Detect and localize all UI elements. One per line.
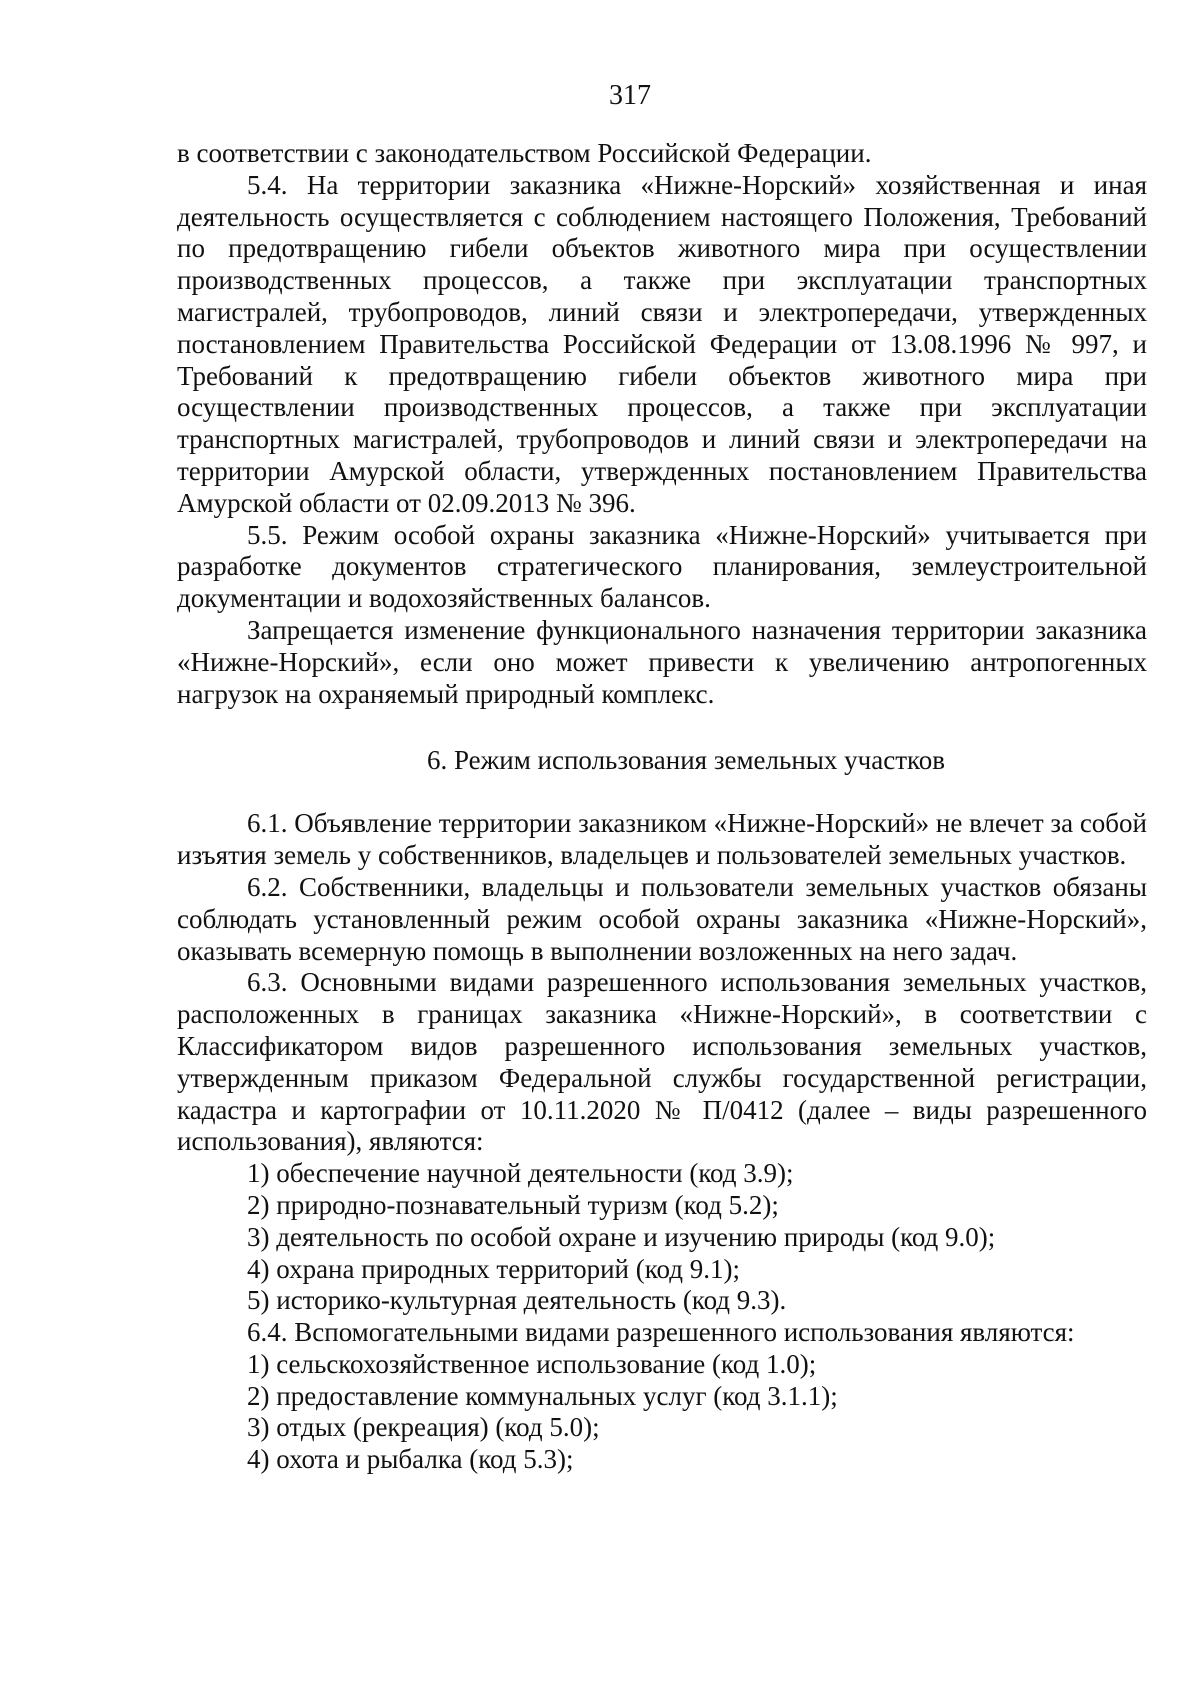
paragraph-6-2: 6.2. Собственники, владельцы и пользователи земельных участков обязаны соблюдать установленный режим особой охраны заказника «Нижне-Норский», оказывать всемерную помощь в выполнении возложенных на него задач. xyxy=(177,871,1147,966)
paragraph-6-1: 6.1. Объявление территории заказником «Нижне-Норский» не влечет за собой изъятия земель у собственников, владельцев и пользователей земельных участков. xyxy=(177,808,1147,871)
paragraph-6-3: 6.3. Основными видами разрешенного использования земельных участков, расположенных в границах заказника «Нижне-Норский», в соответствии с Классификатором видов разрешенного использования земельных участков, утвержденным приказом Федеральной службы государственной регистрации, кадастра и картографии от 10.11.2020 № П/0412 (далее – виды разрешенного использования), являются: xyxy=(177,967,1147,1157)
main-use-item: 5) историко-культурная деятельность (код 9.3). xyxy=(247,1285,787,1316)
main-use-item: 1) обеспечение научной деятельности (код 3.9); xyxy=(247,1158,794,1189)
paragraph-prohibition: Запрещается изменение функционального назначения территории заказника «Нижне-Норский», если оно может привести к увеличению антропогенных нагрузок на охраняемый природный комплекс. xyxy=(177,614,1147,709)
document-body xyxy=(177,138,1147,1476)
main-use-item: 2) природно-познавательный туризм (код 5.2); xyxy=(247,1189,779,1220)
auxiliary-use-item: 2) предоставление коммунальных услуг (код 3.1.1); xyxy=(247,1380,838,1411)
auxiliary-use-item: 1) сельскохозяйственное использование (код 1.0); xyxy=(247,1348,817,1379)
paragraph-5-5: 5.5. Режим особой охраны заказника «Нижне-Норский» учитывается при разработке документов стратегического планирования, землеустроительной документации и водохозяйственных балансов. xyxy=(177,519,1147,614)
auxiliary-uses-list xyxy=(177,1349,1147,1476)
page-number: 317 xyxy=(609,80,651,111)
main-uses-list xyxy=(177,1158,1147,1317)
main-use-item: 4) охрана природных территорий (код 9.1); xyxy=(247,1253,740,1284)
paragraph-5-4: 5.4. На территории заказника «Нижне-Норский» хозяйственная и иная деятельность осуществляется с соблюдением настоящего Положения, Требований по предотвращению гибели объектов животного мира при осуществлении производственных процессов, а также при эксплуатации транспортных магистралей, трубопроводов, линий связи и электропередачи, утвержденных постановлением Правительства Российской Федерации от 13.08.1996 № 997, и Требований к предотвращению гибели объектов животного мира при осуществлении производственных процессов, а также при эксплуатации транспортных магистралей, трубопроводов и линий связи и электропередачи на территории Амурской области, утвержденных постановлением Правительства Амурской области от 02.09.2013 № 396. xyxy=(177,169,1147,518)
paragraph-6-4: 6.4. Вспомогательными видами разрешенного использования являются: xyxy=(247,1317,1075,1348)
auxiliary-use-item: 3) отдых (рекреация) (код 5.0); xyxy=(247,1412,600,1443)
section-heading-6: 6. Режим использования земельных участков xyxy=(426,745,946,776)
auxiliary-use-item: 4) охота и рыбалка (код 5.3); xyxy=(247,1444,574,1475)
paragraph-continuation: в соответствии с законодательством Российской Федерации. xyxy=(177,138,872,168)
main-use-item: 3) деятельность по особой охране и изучению природы (код 9.0); xyxy=(247,1221,996,1252)
